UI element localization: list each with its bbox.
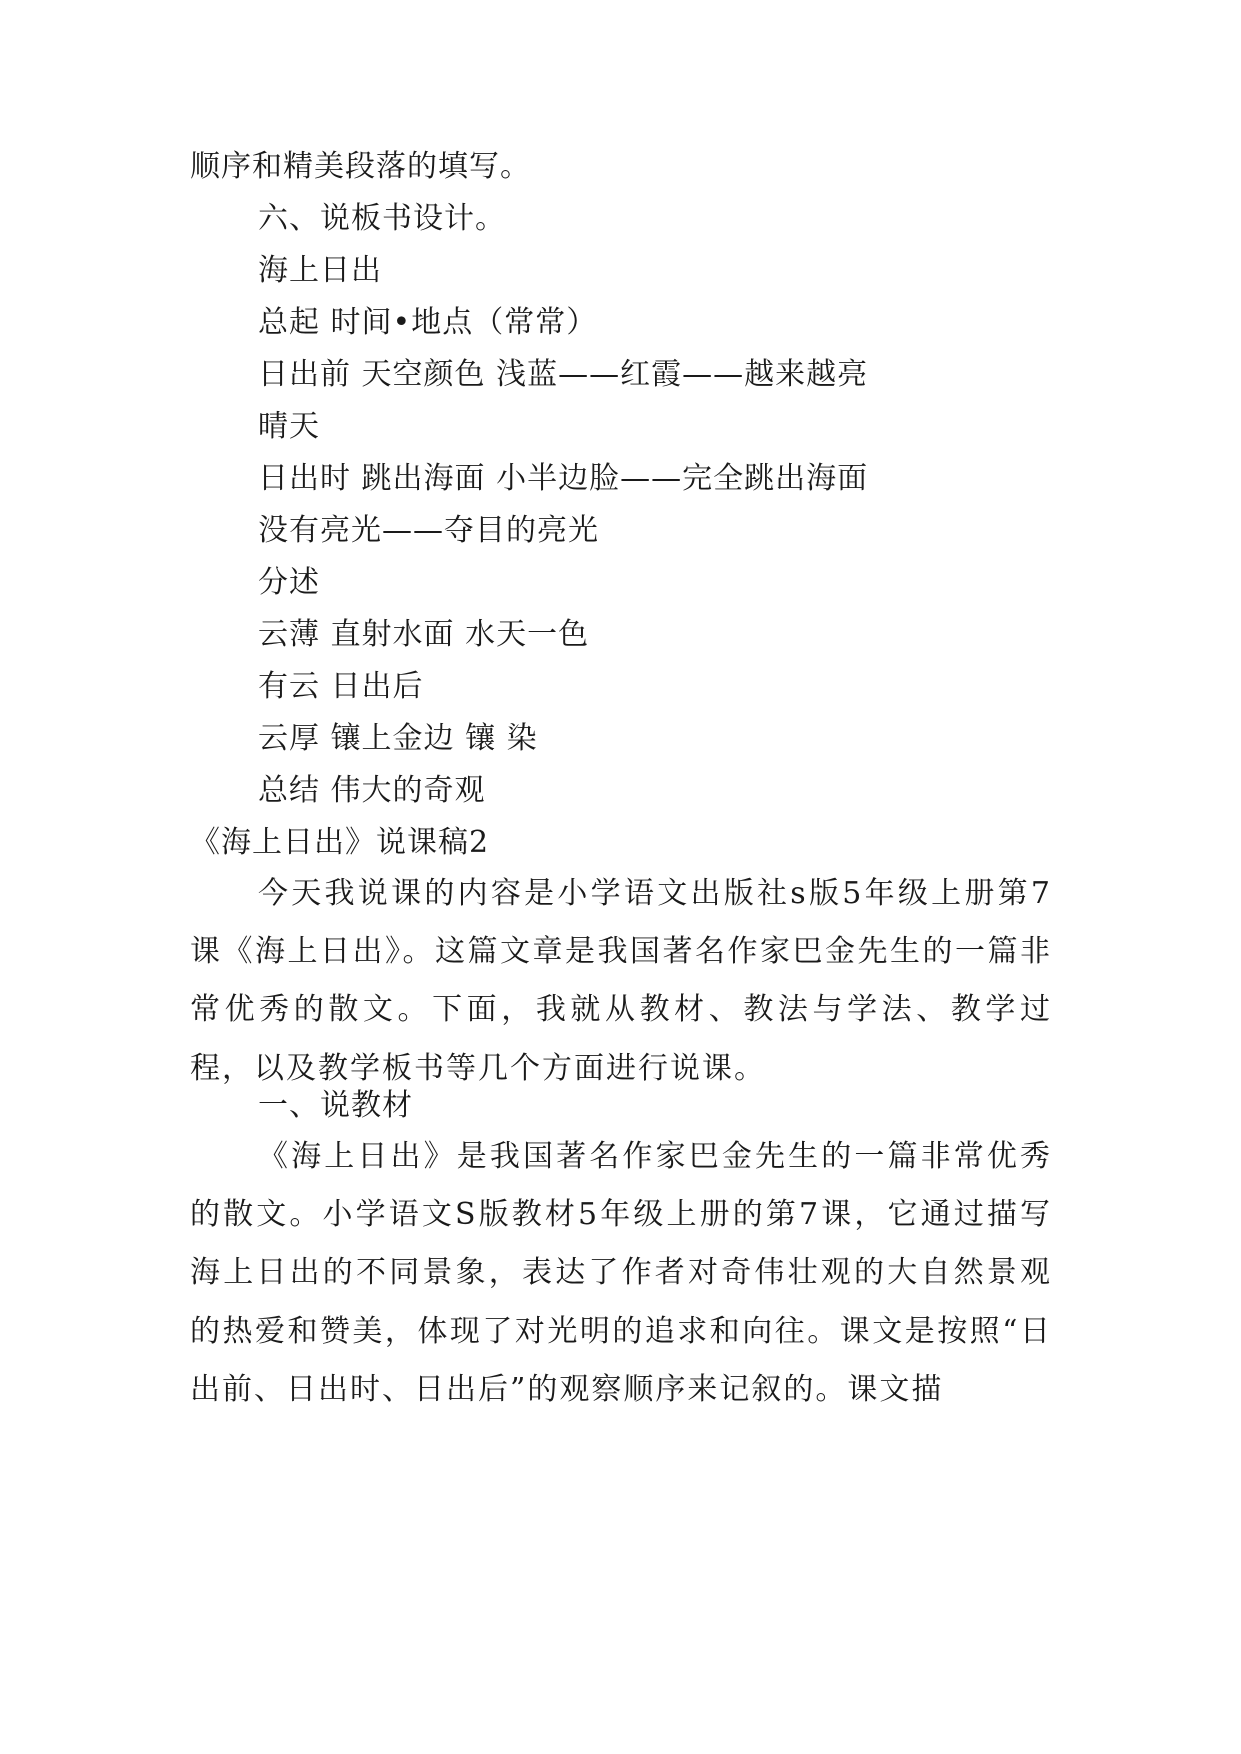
section-heading-textbook: 一、说教材 [258,1088,413,1123]
board-title: 海上日出 [258,253,382,288]
board-line-before-sunrise: 日出前 天空颜色 浅蓝——红霞——越来越亮 [258,357,869,392]
board-line-intro: 总起 时间•地点（常常） [258,305,598,340]
board-line-during-sunrise: 日出时 跳出海面 小半边脸——完全跳出海面 [258,461,869,496]
text-line-continuation: 顺序和精美段落的填写。 [190,149,531,184]
board-line-summary: 总结 伟大的奇观 [258,773,486,808]
section-heading-board-design: 六、说板书设计。 [258,201,506,236]
document-title: 《海上日出》说课稿2 [190,825,490,860]
board-line-thick-clouds: 云厚 镶上金边 镶 染 [258,721,538,756]
board-line-detail: 分述 [258,565,320,600]
paragraph-textbook: 《海上日出》是我国著名作家巴金先生的一篇非常优秀的散文。小学语文S版教材5年级上册的第7课，它通过描写海上日出的不同景象，表达了作者对奇伟壮观的大自然景观的热爱和赞美，体现了对光明的追求和向往。课文是按照“日出前、日出时、日出后”的观察顺序来记叙的。课文描 [190,1139,1052,1407]
board-line-light: 没有亮光——夺目的亮光 [258,513,599,548]
board-line-thin-clouds: 云薄 直射水面 水天一色 [258,617,590,652]
board-line-sunny: 晴天 [258,409,320,444]
paragraph-intro: 今天我说课的内容是小学语文出版社s版5年级上册第7课《海上日出》。这篇文章是我国著名作家巴金先生的一篇非常优秀的散文。下面，我就从教材、教法与学法、教学过程，以及教学板书等几个方面进行说课。 [190,876,1052,1086]
board-line-cloudy: 有云 日出后 [258,669,424,704]
